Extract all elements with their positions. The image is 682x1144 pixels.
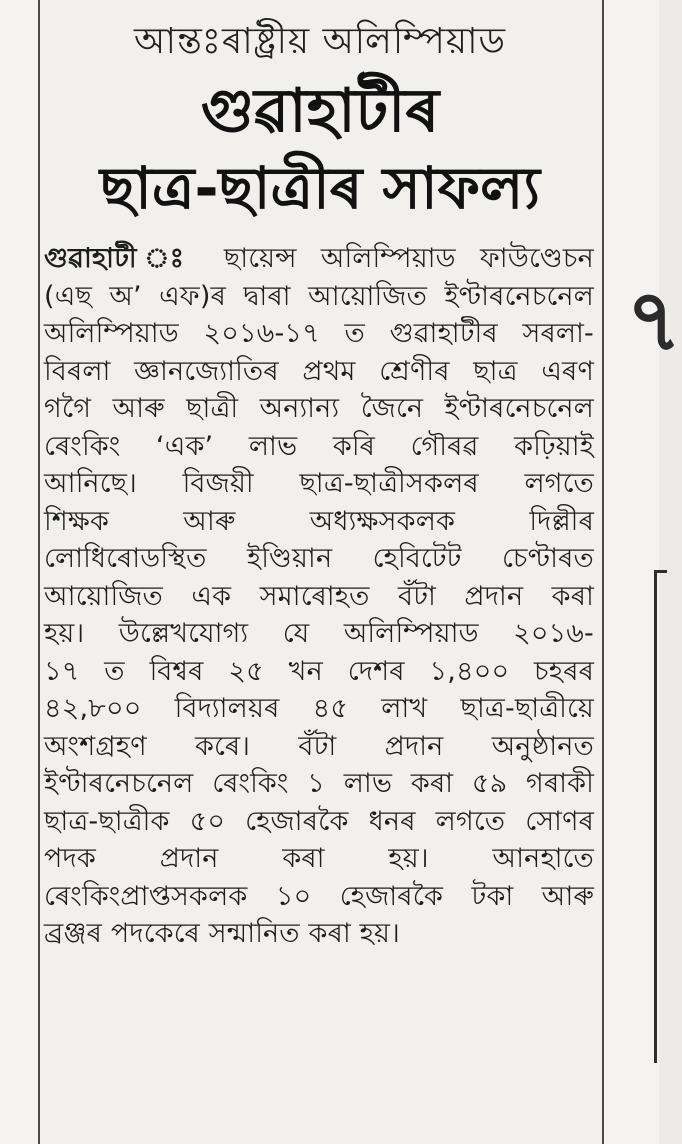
- article-kicker: আন্তঃৰাষ্ট্ৰীয় অলিম্পিয়াড: [133, 21, 507, 62]
- body-line: লোধিৰোডস্থিত ইণ্ডিয়ান হেবিটেট চেণ্টাৰত: [44, 543, 594, 574]
- body-line: বিৰলা জ্ঞানজ্যোতিৰ প্ৰথম শ্ৰেণীৰ ছাত্ৰ এৰণ: [44, 355, 594, 387]
- adjacent-column-fragment: [604, 0, 682, 1144]
- left-margin: [0, 0, 38, 1144]
- body-line: শিক্ষক আৰু অধ্যক্ষসকলক দিল্লীৰ: [44, 505, 594, 537]
- headline-line-1: গুৱাহাটীৰ: [200, 76, 440, 146]
- adjacent-headline-glyph: ৭: [626, 271, 682, 371]
- article: [42, 18, 598, 1138]
- column-rule-left: [38, 0, 40, 1144]
- body-line: [44, 240, 594, 278]
- adjacent-box-border: [654, 570, 667, 1063]
- body-line: অংশগ্ৰহণ কৰে। বঁটা প্ৰদান অনুষ্ঠানত: [44, 730, 594, 762]
- body-line: ৪২,৮০০ বিদ্যালয়ৰ ৪৫ লাখ ছাত্ৰ-ছাত্ৰীয়ে: [44, 693, 594, 724]
- body-line: (এছ অ’ এফ)ৰ দ্বাৰা আয়োজিত ইণ্টাৰনেচনেল: [44, 280, 594, 312]
- body-line: আনিছে। বিজয়ী ছাত্ৰ-ছাত্ৰীসকলৰ লগতে: [44, 468, 594, 499]
- body-line: ছাত্ৰ-ছাত্ৰীক ৫০ হেজাৰকৈ ধনৰ লগতে সোণৰ: [44, 805, 594, 837]
- body-line: অলিম্পিয়াড ২০১৬-১৭ ত গুৱাহাটীৰ সৰলা-: [44, 318, 594, 349]
- body-line: ইণ্টাৰনেচনেল ৰেংকিং ১ লাভ কৰা ৫৯ গৰাকী: [44, 768, 594, 799]
- body-line: গগৈ আৰু ছাত্ৰী অন্যান্য জৈনে ইণ্টাৰনেচনেল: [44, 393, 594, 424]
- article-body: [42, 240, 598, 953]
- body-line: আয়োজিত এক সমাৰোহত বঁটা প্ৰদান কৰা: [44, 580, 594, 612]
- body-line: ৰেংকিং ‘এক’ লাভ কৰি গৌৰৱ কঢ়িয়াই: [44, 430, 594, 462]
- body-line-text: ছায়েন্স অলিম্পিয়াড ফাউণ্ডেচন: [223, 243, 594, 274]
- body-line: ব্ৰঞ্জৰ পদকেৰে সন্মানিত কৰা হয়।: [44, 918, 400, 949]
- body-line: ৰেংকিংপ্ৰাপ্তসকলক ১০ হেজাৰকৈ টকা আৰু: [44, 880, 594, 912]
- dateline: গুৱাহাটী ঃ: [44, 243, 200, 274]
- body-line: ১৭ ত বিশ্বৰ ২৫ খন দেশৰ ১,৪০০ চহৰৰ: [44, 655, 594, 687]
- body-line: হয়। উল্লেখযোগ্য যে অলিম্পিয়াড ২০১৬-: [44, 618, 594, 649]
- body-line: পদক প্ৰদান কৰা হয়। আনহাতে: [44, 843, 594, 874]
- headline-line-2: ছাত্ৰ-ছাত্ৰীৰ সাফল্য: [99, 154, 541, 222]
